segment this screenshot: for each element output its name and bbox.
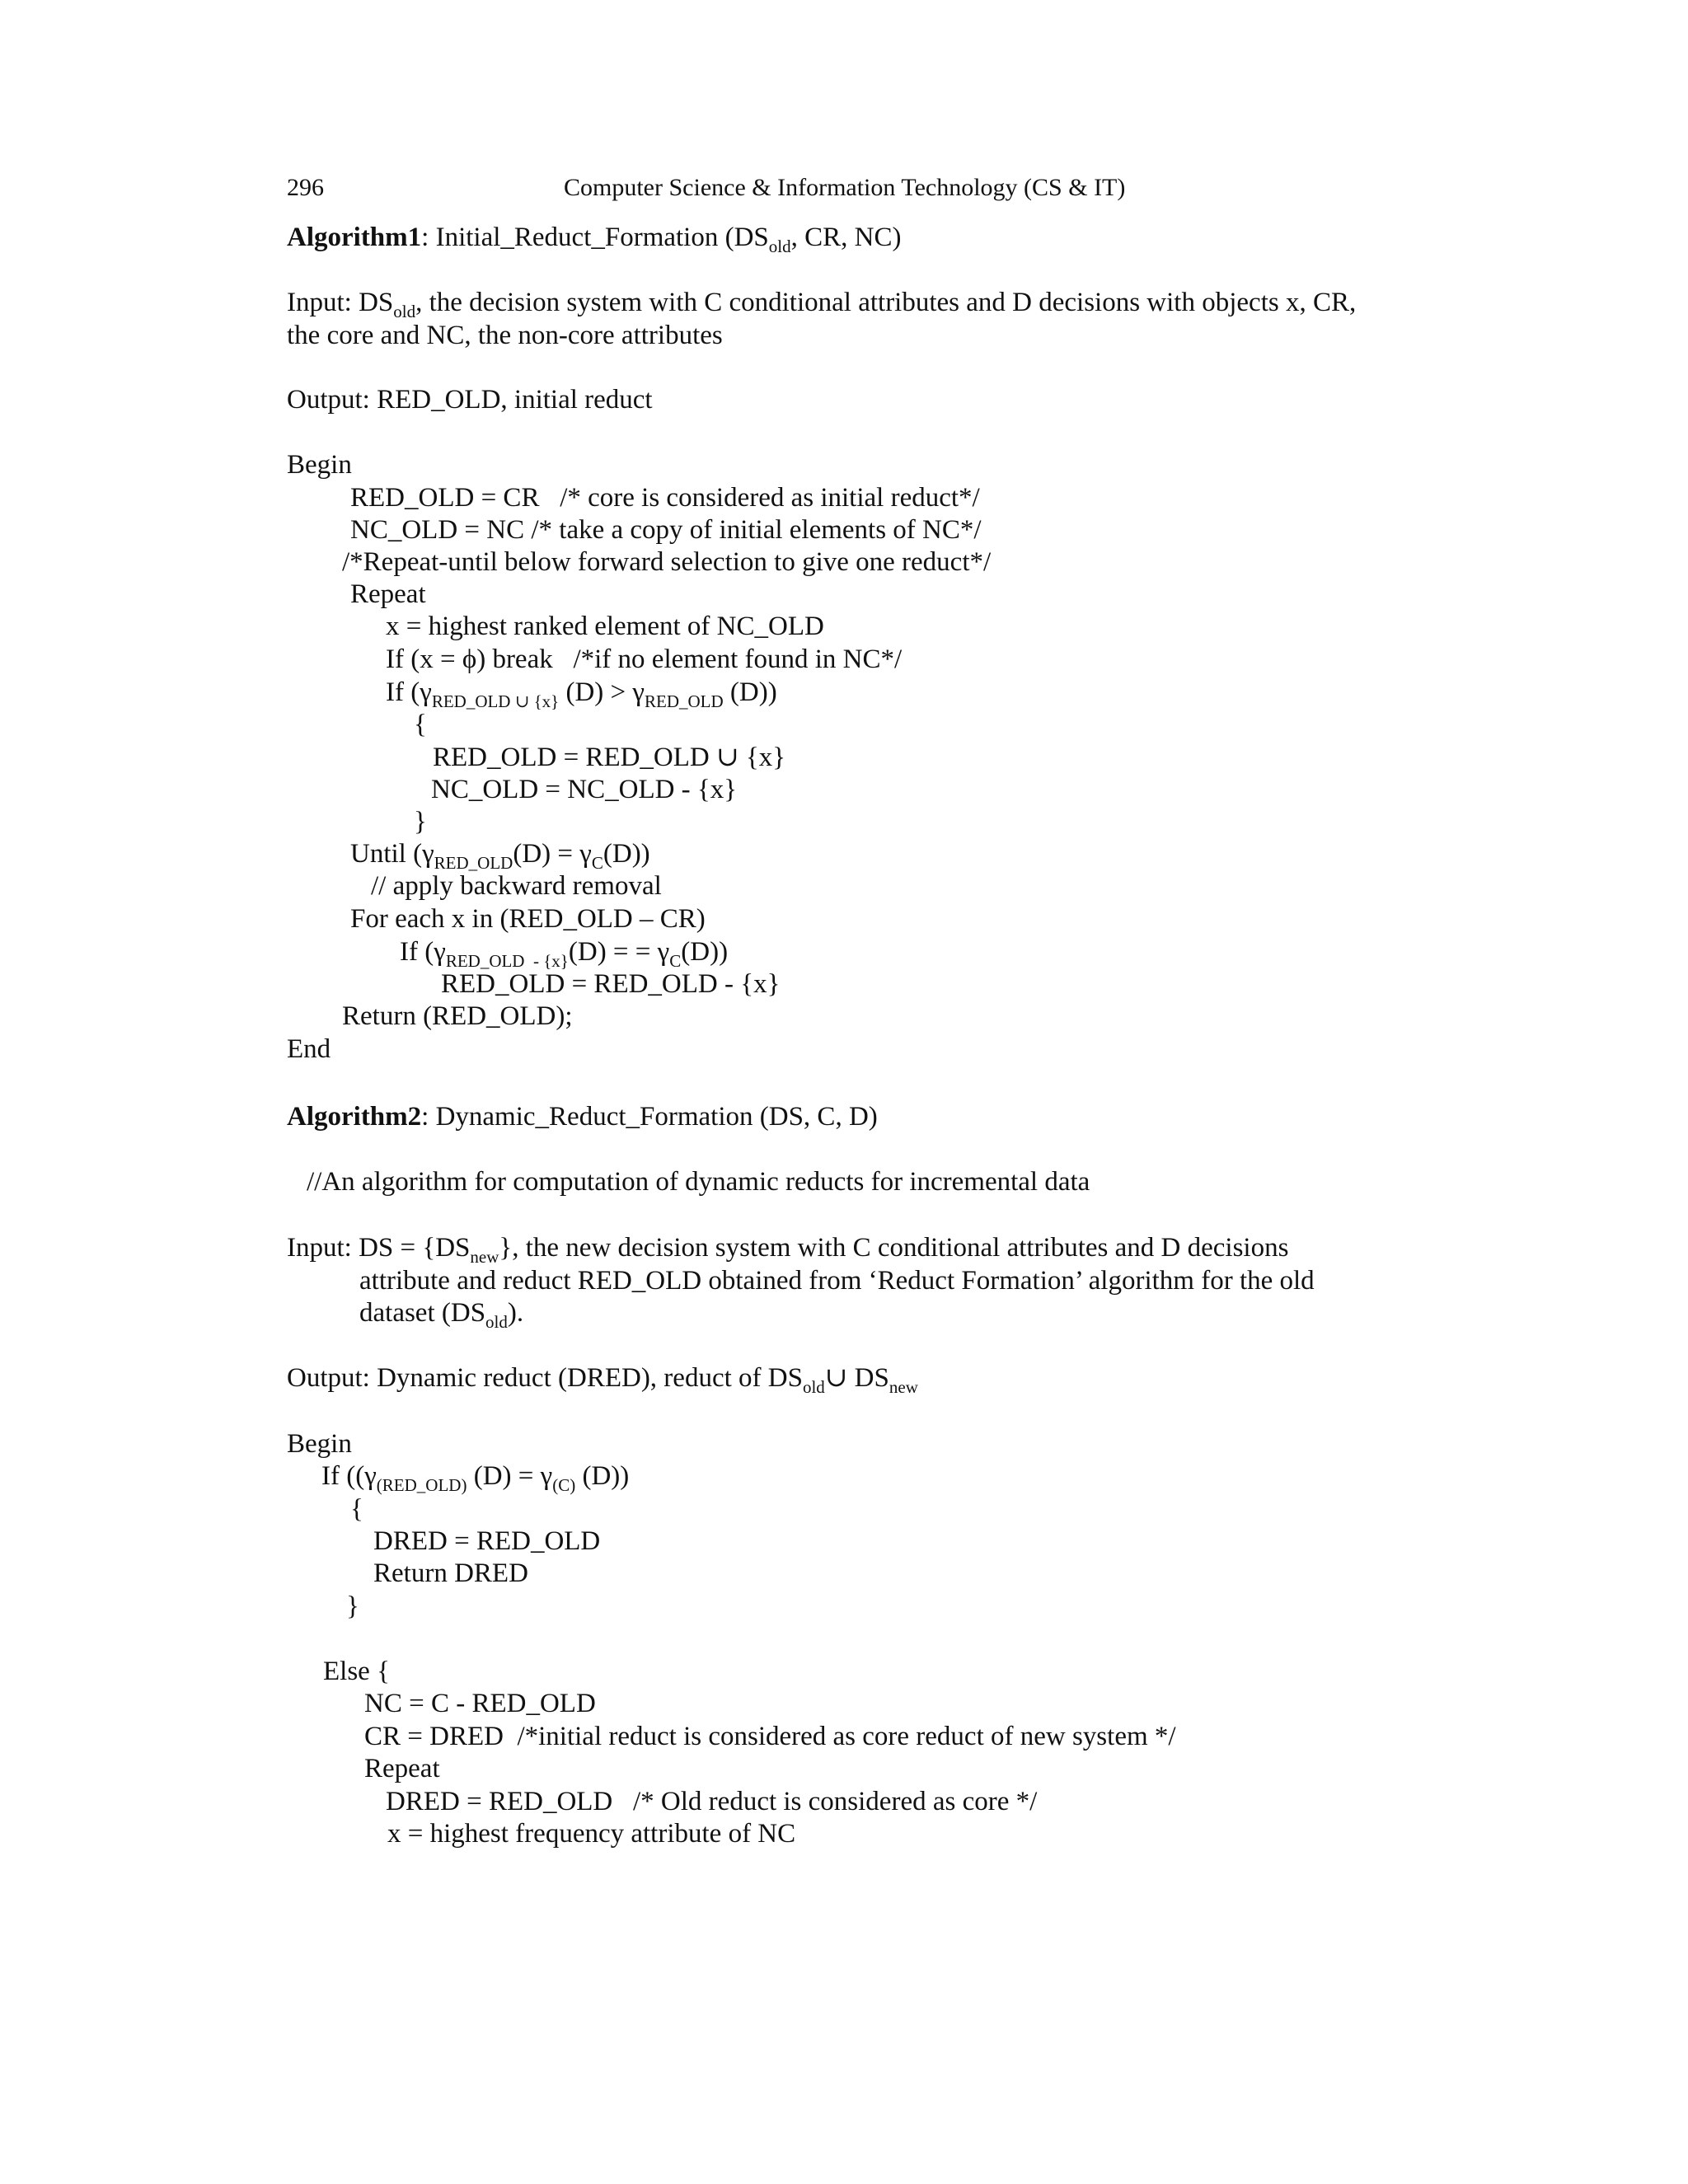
text-run: (D)) [681, 937, 729, 967]
text-run: x = highest ranked element of NC_OLD [386, 612, 824, 641]
alg1-line [414, 805, 427, 838]
alg2-line [364, 1752, 440, 1785]
text-run: If ((γ [321, 1461, 377, 1491]
text-run: End [287, 1034, 331, 1064]
text-run: For each x in (RED_OLD – CR) [350, 904, 706, 934]
text-run: (D)) [575, 1461, 630, 1491]
text-run: Output: RED_OLD, initial reduct [287, 385, 653, 415]
alg2-line [387, 1817, 795, 1850]
text-run: { [350, 1494, 363, 1524]
text-run: Else { [323, 1657, 390, 1686]
text-run: (D) = = γ [568, 937, 670, 967]
text-run: NC_OLD = NC /* take a copy of initial elements of NC*/ [350, 515, 982, 545]
text-run: //An algorithm for computation of dynamic reducts for incremental data [307, 1167, 1090, 1197]
text-run: ∪ DS [824, 1363, 889, 1393]
text-run: : Dynamic_Reduct_Formation (DS, C, D) [421, 1102, 878, 1132]
alg1-line [433, 741, 785, 774]
text-run: If (x = ϕ) break /*if no element found in NC*/ [386, 644, 903, 674]
alg1-line [342, 1000, 573, 1033]
alg2-line [359, 1264, 1315, 1297]
text-run: DRED = RED_OLD [373, 1526, 601, 1556]
alg1-line [287, 383, 653, 416]
alg1-line [400, 935, 729, 971]
text-run: (D)) [723, 677, 777, 707]
text-run: Repeat [350, 579, 426, 609]
text-run: ). [507, 1298, 524, 1328]
text-run: RED_OLD = RED_OLD ∪ {x} [433, 743, 786, 772]
alg1-line [386, 610, 824, 643]
alg2-line [287, 1100, 878, 1133]
text-run: Begin [287, 1429, 352, 1459]
subscript: old [485, 1312, 508, 1332]
alg1-line [386, 676, 777, 709]
subscript: C [669, 951, 682, 971]
alg1-line [350, 513, 982, 546]
text-run: NC_OLD = NC_OLD - {x} [431, 775, 738, 804]
subscript: new [889, 1377, 918, 1397]
text-run: RED_OLD = CR /* core is considered as initial reduct*/ [350, 483, 980, 513]
text-run: , the decision system with C conditional attributes and D decisions with objects x, CR, [415, 288, 1357, 317]
text-run: // apply backward removal [371, 871, 662, 901]
subscript: old [768, 237, 791, 256]
subscript: (C) [552, 1475, 576, 1495]
text-run: , CR, NC) [790, 223, 902, 252]
text-run: If (γ [386, 677, 432, 707]
alg1-line [431, 773, 737, 806]
alg1-line [287, 1033, 331, 1066]
text-run: If (γ [400, 937, 446, 967]
text-run: (D)) [603, 839, 650, 869]
alg2-line [287, 1427, 352, 1460]
subscript: RED_OLD [645, 691, 724, 711]
text-run: } [414, 807, 427, 837]
alg1-line [342, 546, 991, 579]
alg1-line [287, 319, 723, 352]
alg2-line [359, 1296, 524, 1332]
alg2-line [386, 1785, 1037, 1818]
alg1-line [287, 286, 1356, 319]
subscript: new [470, 1247, 499, 1267]
alg1-line [287, 448, 352, 481]
text-run: DRED = RED_OLD /* Old reduct is considered as core */ [386, 1787, 1038, 1816]
alg1-line [287, 221, 901, 254]
text-run: Output: Dynamic reduct (DRED), reduct of DS [287, 1363, 803, 1393]
algorithm-name: Algorithm1 [287, 223, 422, 252]
text-run: (D) > γ [559, 677, 645, 707]
text-run: Input: DS = {DS [287, 1233, 471, 1263]
alg2-line [364, 1687, 596, 1720]
alg1-line [350, 902, 706, 935]
text-run: /*Repeat-until below forward selection to give one reduct*/ [342, 547, 992, 577]
text-run: (D) = γ [513, 839, 592, 869]
text-run: : Initial_Reduct_Formation (DS [421, 223, 769, 252]
alg2-line [350, 1493, 363, 1526]
text-run: Return DRED [373, 1558, 528, 1588]
text-run: Input: DS [287, 288, 394, 317]
alg2-line [346, 1590, 359, 1623]
alg1-line [350, 578, 426, 611]
text-run: Begin [287, 450, 352, 480]
text-run: attribute and reduct RED_OLD obtained from ‘Reduct Formation’ algorithm for the old [359, 1266, 1315, 1296]
alg1-line [350, 837, 650, 873]
text-run: (D) = γ [467, 1461, 553, 1491]
algorithm-name: Algorithm2 [287, 1102, 422, 1132]
text-run: CR = DRED /*initial reduct is considered as core reduct of new system */ [364, 1722, 1176, 1751]
subscript: old [802, 1377, 825, 1397]
text-run: Repeat [364, 1754, 440, 1783]
text-run: the core and NC, the non-core attributes [287, 321, 723, 350]
subscript: (RED_OLD) [376, 1475, 467, 1495]
text-run: x = highest frequency attribute of NC [387, 1819, 796, 1849]
alg1-line [414, 708, 427, 741]
subscript: RED_OLD - {x} [445, 951, 569, 971]
alg1-line [350, 481, 980, 514]
alg2-line [364, 1720, 1176, 1753]
running-title: Computer Science & Information Technology (CS & IT) [564, 174, 1126, 201]
alg1-line [386, 643, 902, 676]
subscript: C [591, 853, 603, 873]
text-run: NC = C - RED_OLD [364, 1689, 596, 1718]
alg2-line [321, 1460, 629, 1493]
alg2-line [373, 1557, 528, 1590]
alg2-line [287, 1231, 1289, 1267]
alg2-line [323, 1655, 390, 1688]
alg1-line [371, 869, 662, 902]
alg2-line [287, 1361, 918, 1397]
subscript: old [393, 302, 416, 321]
text-run: Return (RED_OLD); [342, 1001, 573, 1031]
text-run: }, the new decision system with C conditional attributes and D decisions [499, 1233, 1289, 1263]
text-run: RED_OLD = RED_OLD - {x} [441, 969, 781, 999]
text-run: Until (γ [350, 839, 434, 869]
text-run: { [414, 710, 427, 739]
text-run: } [346, 1591, 359, 1621]
alg2-line [307, 1165, 1090, 1198]
text-run: dataset (DS [359, 1298, 486, 1328]
alg2-line [373, 1525, 600, 1558]
alg1-line [441, 968, 780, 1001]
subscript: RED_OLD ∪ {x} [431, 691, 560, 711]
page-number: 296 [287, 174, 324, 201]
subscript: RED_OLD [434, 853, 513, 873]
